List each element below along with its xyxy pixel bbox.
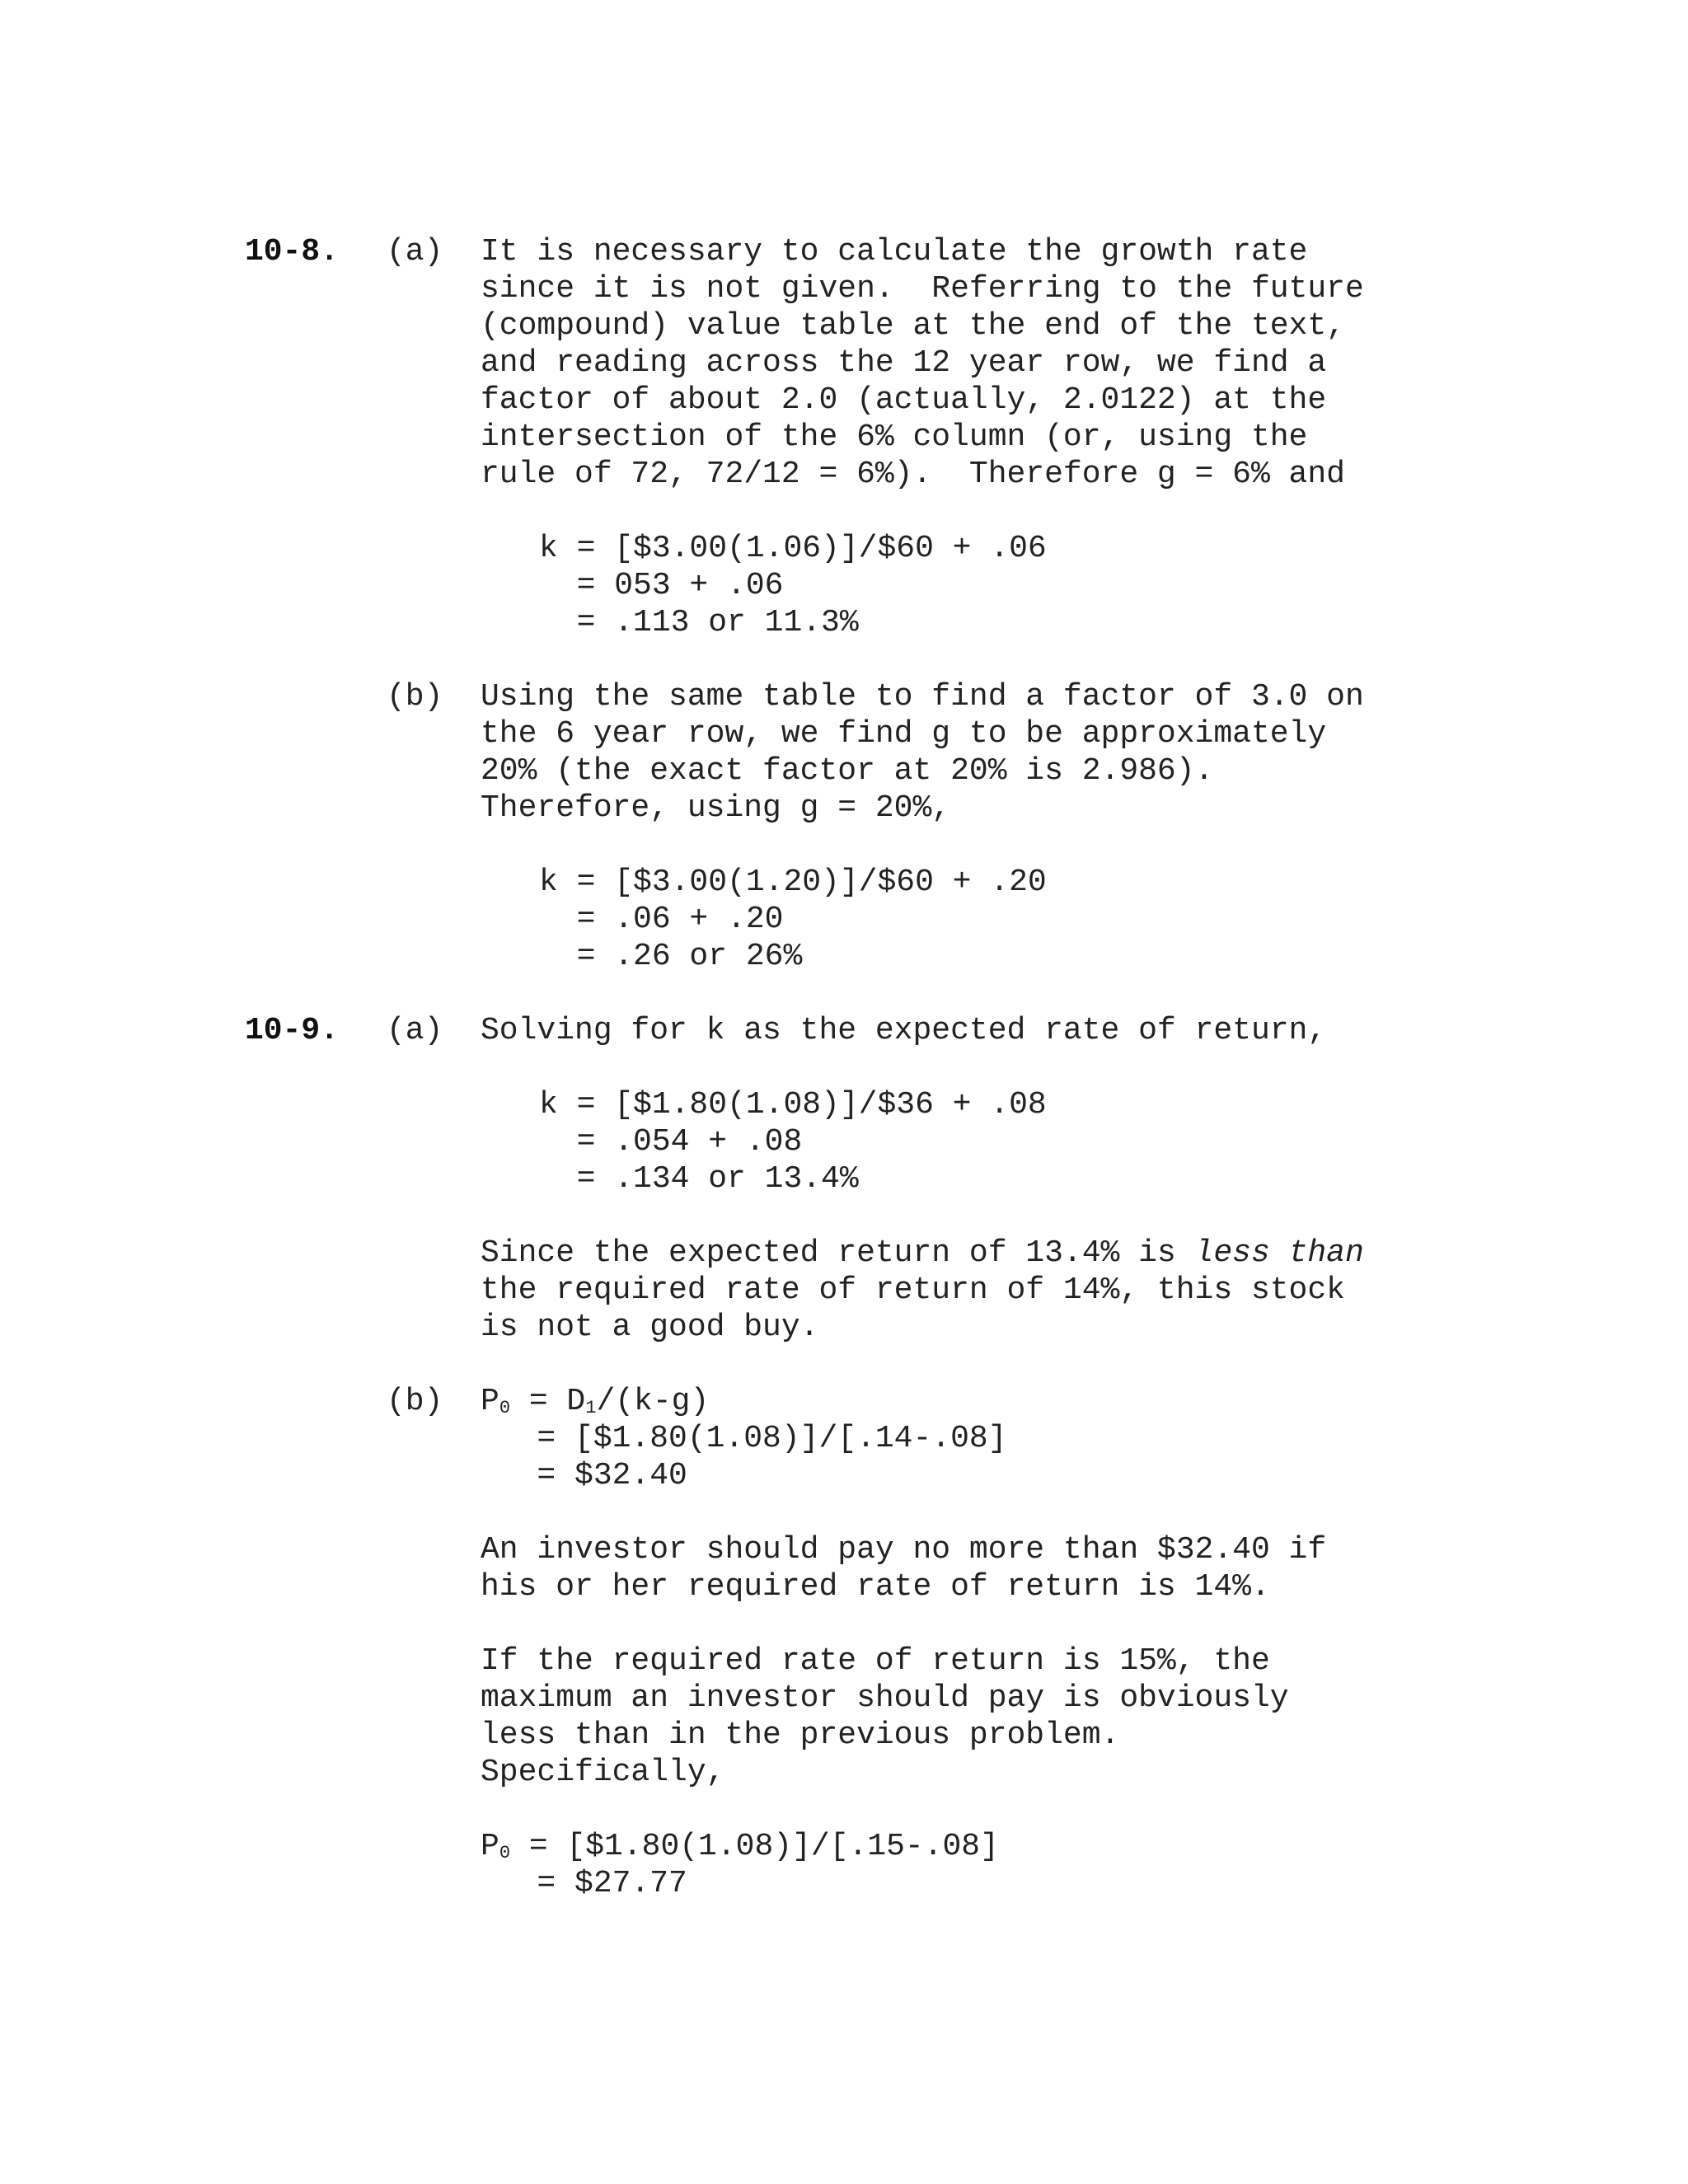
paragraph-line [481,1235,1364,1276]
conclusion-text: Since the expected return of 13.4% is [481,1235,1195,1271]
paragraph-line: It is necessary to calculate the growth rate [481,234,1308,269]
subscript: 0 [499,1843,511,1863]
paragraph-line: If the required rate of return is 15%, the [481,1643,1270,1679]
paragraph-line: since it is not given. Referring to the future [481,271,1364,307]
equation-line: = .06 + .20 [539,902,784,937]
equation-line: = $27.77 [481,1866,687,1901]
equation-line: = .26 or 26% [539,939,803,974]
paragraph-line: Therefore, using g = 20%, [481,790,951,826]
paragraph-line: factor of about 2.0 (actually, 2.0122) at the [481,382,1327,418]
paragraph-line: and reading across the 12 year row, we find a [481,345,1327,381]
equation-line: k = [$1.80(1.08)]/$36 + .08 [539,1087,1047,1122]
subscript: 1 [585,1398,597,1418]
equation-line: = .134 or 13.4% [539,1161,859,1197]
equation-line: = [$1.80(1.08)]/[.14-.08] [481,1421,1007,1456]
part-label-a: (a) [387,1013,443,1048]
equation-line: k = [$3.00(1.06)]/$60 + .06 [539,531,1047,566]
equation-line [481,1386,709,1424]
paragraph-line: An investor should pay no more than $32.40 if [481,1532,1327,1568]
part-label-a: (a) [387,234,443,269]
equation-part: /(k-g) [596,1384,710,1419]
equation-line [481,1831,999,1869]
subscript: 0 [499,1398,511,1418]
paragraph-line: Specifically, [481,1755,725,1790]
part-label-b: (b) [387,1384,443,1419]
equation-line: = .113 or 11.3% [539,605,859,640]
paragraph-line: Using the same table to find a factor of 3.0 on [481,679,1364,715]
problem-number-10-8: 10-8. [245,234,340,269]
equation-part: = [$1.80(1.08)]/[.15-.08] [510,1829,999,1864]
variable-p: P [481,1829,499,1864]
equation-line: = 053 + .06 [539,568,784,603]
paragraph-line: intersection of the 6% column (or, using the [481,419,1308,455]
equation-line: = .054 + .08 [539,1124,803,1160]
paragraph-line: the 6 year row, we find g to be approximately [481,716,1327,752]
paragraph-line: maximum an investor should pay is obviously [481,1680,1289,1716]
paragraph-line: (compound) value table at the end of the text, [481,308,1345,344]
paragraph-line: his or her required rate of return is 14%. [481,1569,1270,1605]
paragraph-line: 20% (the exact factor at 20% is 2.986). [481,753,1214,789]
paragraph-line: is not a good buy. [481,1310,819,1345]
paragraph-line: Solving for k as the expected rate of return, [481,1013,1327,1048]
equation-part: = D [510,1384,586,1419]
equation-line: k = [$3.00(1.20)]/$60 + .20 [539,865,1047,900]
variable-p: P [481,1384,499,1419]
paragraph-line: less than in the previous problem. [481,1718,1120,1753]
paragraph-line: rule of 72, 72/12 = 6%). Therefore g = 6% and [481,457,1345,492]
problem-number-10-9: 10-9. [245,1013,340,1048]
paragraph-line: the required rate of return of 14%, this stock [481,1272,1345,1308]
emphasis-text: less than [1194,1235,1364,1271]
part-label-b: (b) [387,679,443,715]
equation-line: = $32.40 [481,1458,687,1493]
